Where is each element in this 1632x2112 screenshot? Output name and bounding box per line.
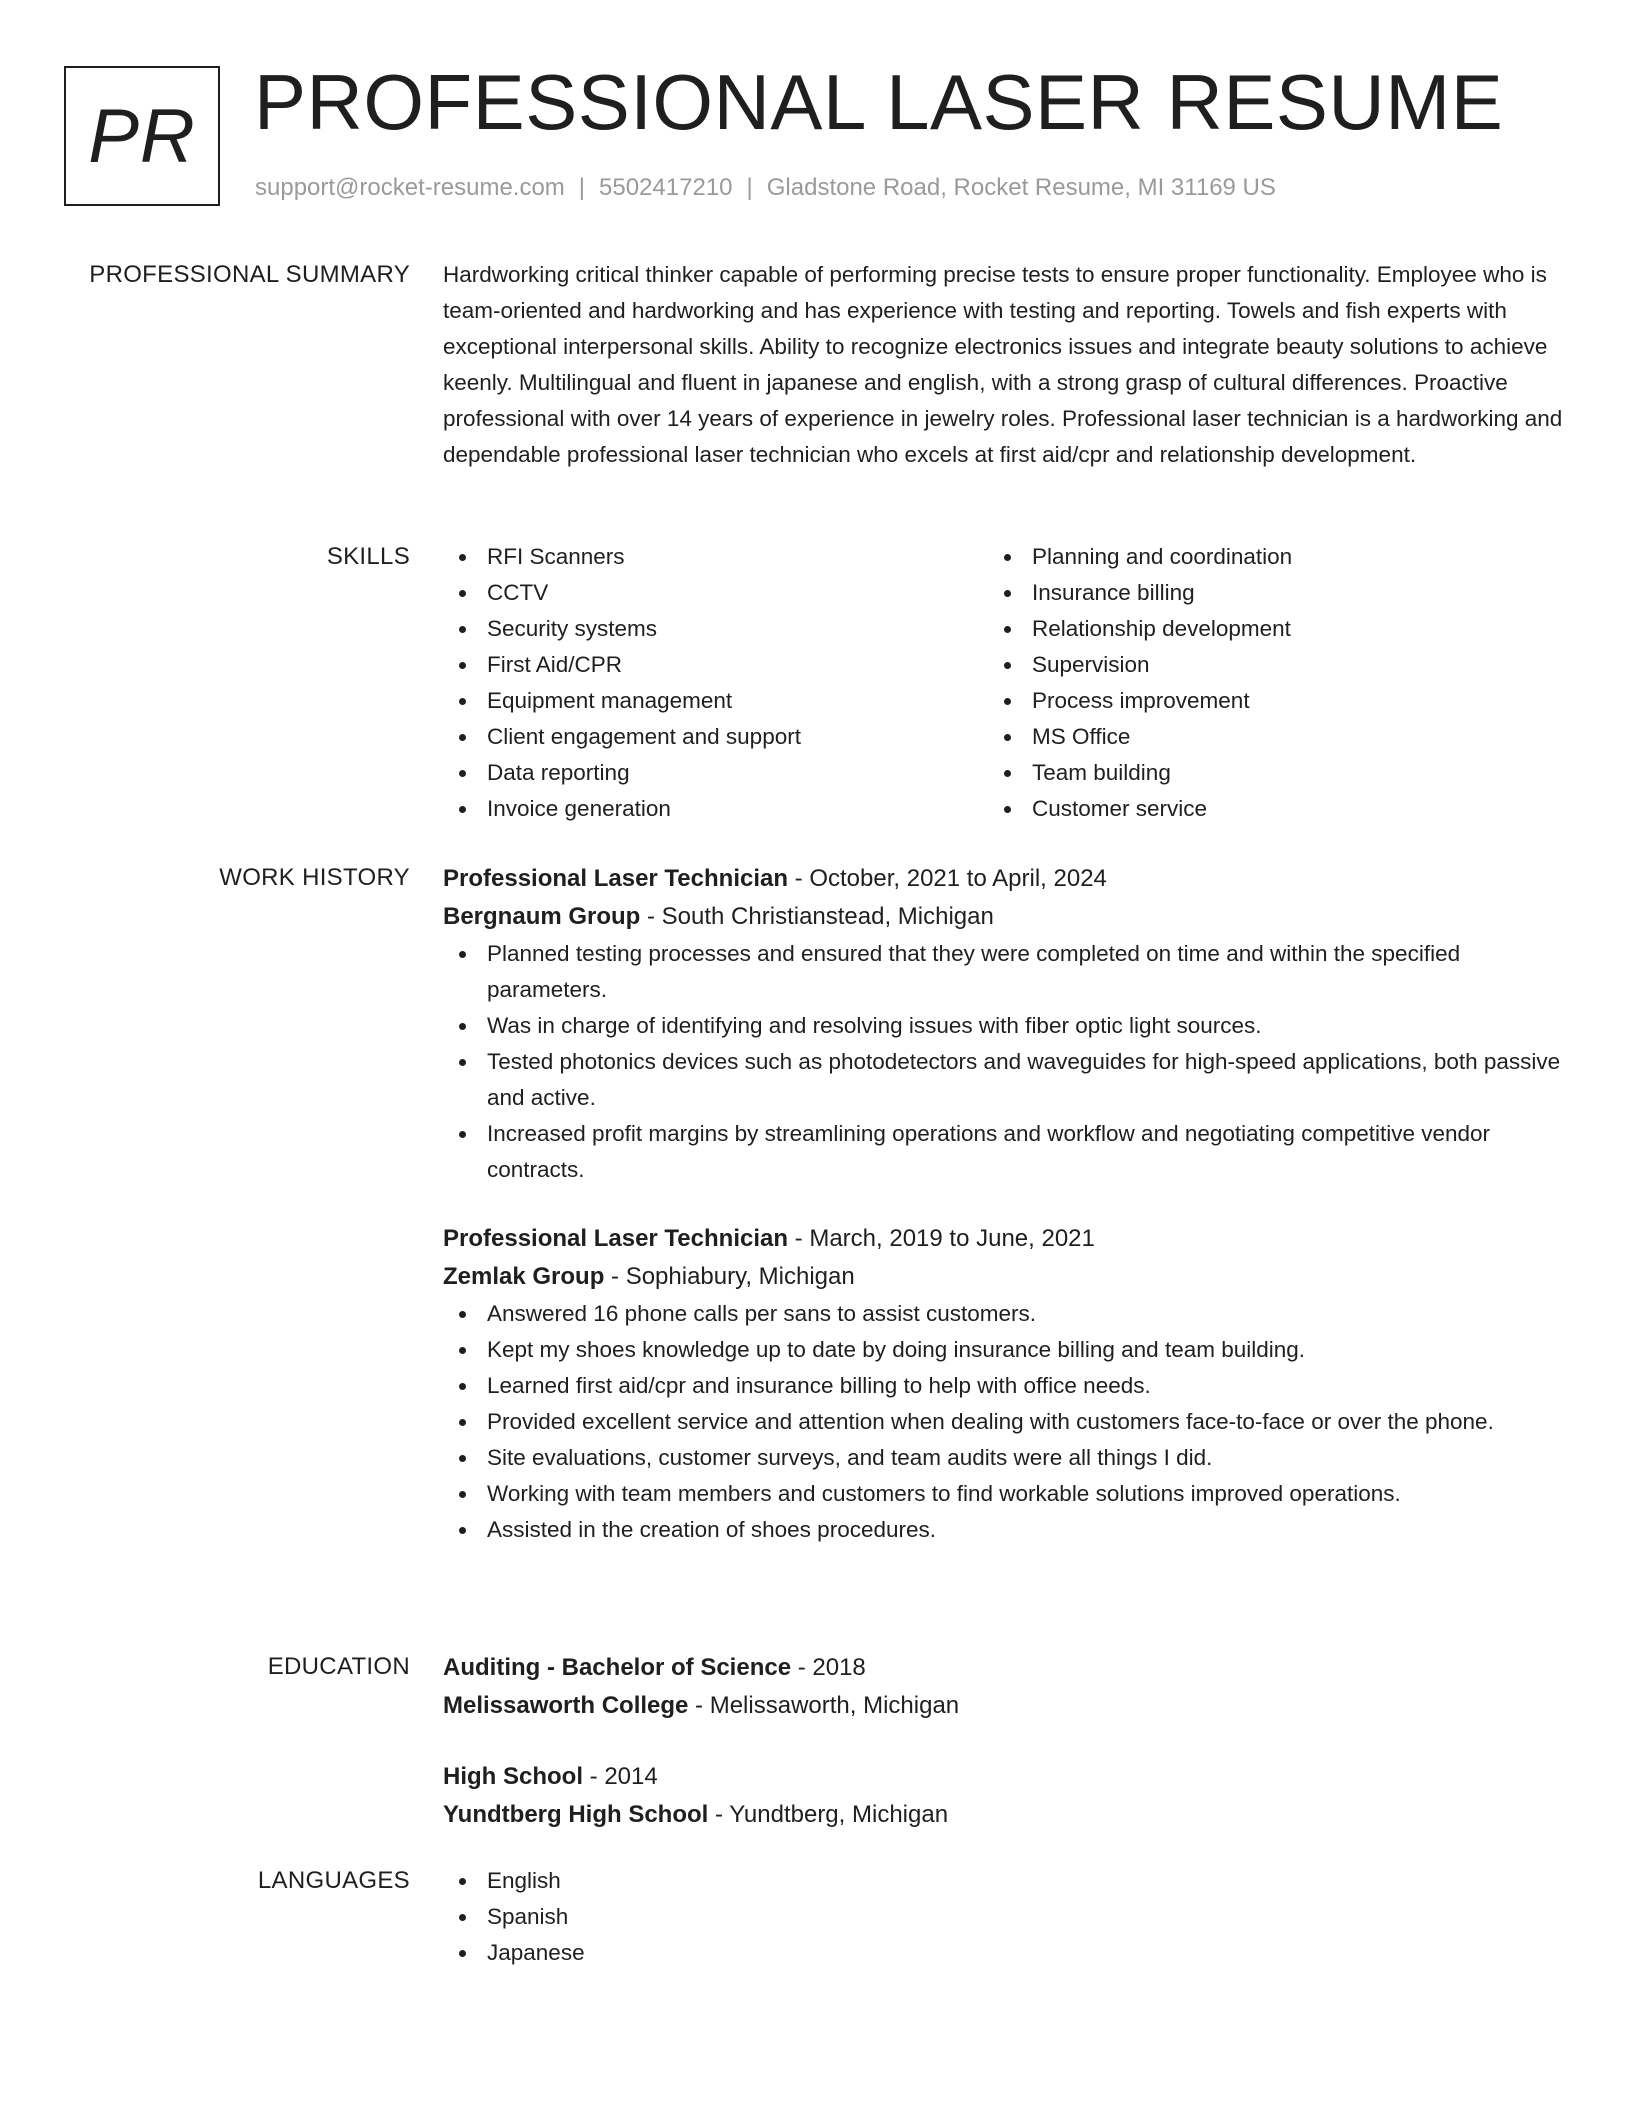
monogram-text: PR — [88, 93, 196, 179]
education-body — [443, 1649, 1563, 1834]
contact-line — [255, 172, 1276, 204]
education-location: - Yundtberg, Michigan — [708, 1801, 949, 1828]
job-title-line — [443, 860, 1563, 898]
job-entry — [443, 1220, 1563, 1548]
job-dates: - October, 2021 to April, 2024 — [788, 865, 1107, 892]
job-entry — [443, 860, 1563, 1188]
skill-item: RFI Scanners — [443, 539, 988, 575]
skill-item: First Aid/CPR — [443, 647, 988, 683]
job-title: Professional Laser Technician — [443, 865, 789, 892]
skill-item: Security systems — [443, 611, 988, 647]
skill-item: Equipment management — [443, 683, 988, 719]
contact-separator: | — [578, 174, 586, 201]
education-heading: EDUCATION — [267, 1653, 410, 1680]
skills-body — [443, 539, 1563, 827]
job-duty: Provided excellent service and attention when dealing with customers face-to-face or over the phone. — [443, 1404, 1563, 1440]
job-company: Zemlak Group — [443, 1263, 605, 1290]
language-item: English — [443, 1863, 1563, 1899]
contact-separator: | — [746, 174, 753, 201]
job-duty: Was in charge of identifying and resolving issues with fiber optic light sources. — [443, 1008, 1563, 1044]
education-entry — [443, 1649, 1563, 1725]
skills-list-left — [443, 539, 988, 827]
skill-item: Planning and coordination — [988, 539, 1533, 575]
resume-title: PROFESSIONAL LASER RESUME — [254, 58, 1504, 146]
skill-item: Data reporting — [443, 755, 988, 791]
summary-text: Hardworking critical thinker capable of performing precise tests to ensure proper functionality. Employee who is team-oriented and hardworking and has experience with testing and reporting. Towels and fish experts with exceptional interpersonal skills. Ability to recognize electronics issues and integrate beauty solutions to achieve keenly. Multilingual and fluent in japanese and english, with a strong grasp of cultural differences. Proactive professional with over 14 years of experience in jewelry roles. Professional laser technician is a hardworking and dependable professional laser technician who excels at first aid/cpr and relationship development. — [443, 262, 1563, 467]
job-company-line — [443, 898, 1563, 936]
job-location: - Sophiabury, Michigan — [604, 1263, 855, 1290]
skill-item: Client engagement and support — [443, 719, 988, 755]
job-duty: Site evaluations, customer surveys, and team audits were all things I did. — [443, 1440, 1563, 1476]
skill-item: Team building — [988, 755, 1533, 791]
job-duty: Answered 16 phone calls per sans to assist customers. — [443, 1296, 1563, 1332]
summary-heading: PROFESSIONAL SUMMARY — [89, 261, 410, 288]
education-degree-line — [443, 1758, 1563, 1796]
monogram-logo — [64, 66, 220, 206]
job-duty: Planned testing processes and ensured that they were completed on time and within the specified parameters. — [443, 936, 1563, 1008]
job-dates: - March, 2019 to June, 2021 — [788, 1225, 1095, 1252]
job-location: - South Christianstead, Michigan — [640, 903, 994, 930]
education-degree: High School — [443, 1763, 583, 1790]
work-heading: WORK HISTORY — [219, 864, 410, 891]
education-entry — [443, 1758, 1563, 1834]
job-duty: Learned first aid/cpr and insurance billing to help with office needs. — [443, 1368, 1563, 1404]
job-duties — [443, 936, 1563, 1188]
job-duty: Working with team members and customers to find workable solutions improved operations. — [443, 1476, 1563, 1512]
education-school: Yundtberg High School — [443, 1801, 709, 1828]
language-item: Spanish — [443, 1899, 1563, 1935]
work-body — [443, 860, 1563, 1548]
job-duties — [443, 1296, 1563, 1548]
education-location: - Melissaworth, Michigan — [688, 1692, 960, 1719]
job-duty: Tested photonics devices such as photodetectors and waveguides for high-speed applications, both passive and active. — [443, 1044, 1563, 1116]
skill-item: CCTV — [443, 575, 988, 611]
skill-item: Process improvement — [988, 683, 1533, 719]
skills-list-right — [988, 539, 1533, 827]
skill-item: Relationship development — [988, 611, 1533, 647]
summary-body — [443, 257, 1563, 473]
job-company: Bergnaum Group — [443, 903, 641, 930]
education-school-line — [443, 1687, 1563, 1725]
skills-heading: SKILLS — [326, 543, 410, 570]
skill-item: Customer service — [988, 791, 1533, 827]
education-school-line — [443, 1796, 1563, 1834]
job-duty: Increased profit margins by streamlining operations and workflow and negotiating competitive vendor contracts. — [443, 1116, 1563, 1188]
education-school: Melissaworth College — [443, 1692, 689, 1719]
contact-email: support@rocket-resume.com — [255, 174, 565, 201]
skill-item: Supervision — [988, 647, 1533, 683]
languages-body — [443, 1863, 1563, 1971]
job-duty: Kept my shoes knowledge up to date by doing insurance billing and team building. — [443, 1332, 1563, 1368]
contact-phone: 5502417210 — [599, 174, 733, 201]
skill-item: Insurance billing — [988, 575, 1533, 611]
education-year: - 2018 — [791, 1654, 866, 1681]
job-company-line — [443, 1258, 1563, 1296]
languages-list — [443, 1863, 1563, 1971]
contact-address: Gladstone Road, Rocket Resume, MI 31169 US — [766, 174, 1276, 201]
skill-item: Invoice generation — [443, 791, 988, 827]
job-duty: Assisted in the creation of shoes procedures. — [443, 1512, 1563, 1548]
job-title: Professional Laser Technician — [443, 1225, 789, 1252]
education-degree: Auditing - Bachelor of Science — [443, 1654, 792, 1681]
job-title-line — [443, 1220, 1563, 1258]
education-year: - 2014 — [583, 1763, 658, 1790]
education-degree-line — [443, 1649, 1563, 1687]
language-item: Japanese — [443, 1935, 1563, 1971]
skill-item: MS Office — [988, 719, 1533, 755]
skills-grid — [443, 539, 1563, 827]
languages-heading: LANGUAGES — [257, 1867, 410, 1894]
